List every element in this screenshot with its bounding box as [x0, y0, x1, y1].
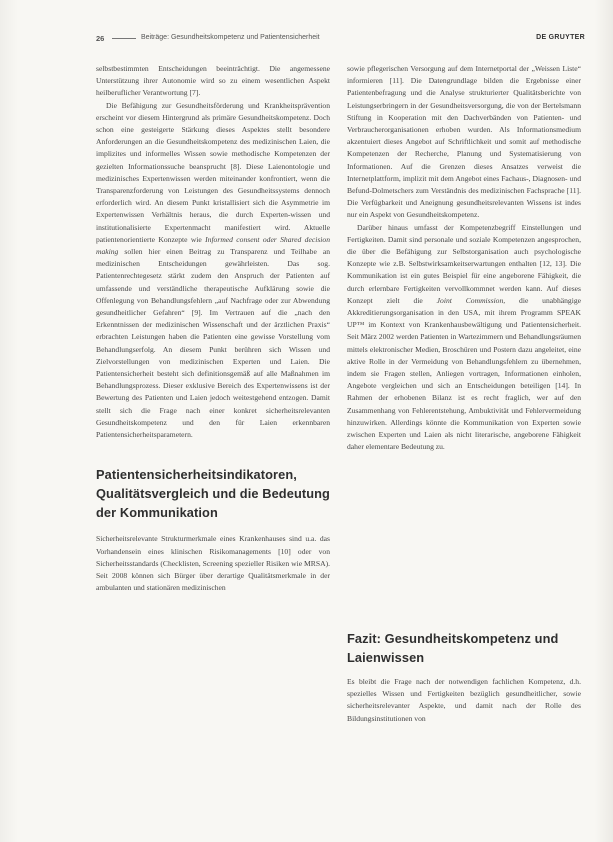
section-heading-conclusion: Fazit: Gesundheitskompetenz und Laienwissen [347, 631, 559, 665]
page-number: 26 [96, 34, 105, 43]
right-paragraph-2 [347, 222, 581, 454]
right-paragraph-3: Es bleibt die Frage nach der notwendigen fachlichen Kompetenz, d.h. spezielles Wissen und Fertigkeiten bezüglich gesundheitlicher, sowie sicherheitsrelevanter Aspekte, und damit nach der Rolle des Bildungsinstitutionen von [347, 677, 581, 723]
left-paragraph-2 [96, 100, 330, 442]
conclusion-section [347, 629, 581, 725]
right-paragraph-2-continued: die unabhängige Akkreditierungsorganisation in den USA, mit ihrem Programm SPEAK UP™ im Kontext von Krankenhausbewältigung und Patientensicherheit. Seit März 2002 werden Patienten in Wartezimmern und Behandlungsräumen mittels elektronischer Medien, Broschüren und Postern dazu angeleitet, eine aktive Rolle in der Vermeidung von Behandlungsfehlern zu übernehmen, indem sie Fragen stellen, Anliegen vortragen, Informationen einholen, Angebote vergleichen und sich an Entscheidungen beteiligen [14]. In Rahmen der erhobenen Bilanz ist es recht fraglich, wer auf den Zusammenhang von Fehlerentstehung, Ambuktivität und Fehlervermeidung hinzuwirken. Allerdings könnte die Kommunikation von Experten sowie zwischen Experten und Laien als nicht literarische, angeborene Fähigkeit daher elementare Bedeutung zu. [347, 295, 581, 452]
right-paragraph-2-text: Darüber hinaus umfasst der Kompetenzbegriff Einstellungen und Fertigkeiten. Damit sind personale und soziale Kompetenzen angesprochen, die über die Befähigung zur Selbstorganisation auch psychologische Konzepte wie z.B. Selbstwirksamkeitserwartungen enthalten [12, 13]. Die Kommunikation ist ein gutes Beispiel für eine angeborene Fähigkeit, die durch erlernbare Fertigkeiten vervollkommnet werden kann. Auf dieses Konzept zielt die [347, 222, 581, 305]
left-paragraph-3: Sicherheitsrelevante Strukturmerkmale eines Krankenhauses sind u.a. das Vorhandensein eines klinischen Risikomanagements [10] oder von Sicherheitsstandards (Checklisten, Screening spezieller Risiken wie MRSA). Seit 2008 können sich Bürger über derartige Qualitätsmerkmale in der ambulanten und stationären medizinischen [96, 534, 330, 593]
section-heading-indicators: Patientensicherheitsindikatoren, Qualitätsvergleich und die Bedeutung der Kommunikation [96, 467, 330, 521]
left-paragraph-1: selbstbestimmten Entscheidungen beeinträchtigt. Die angemessene Unterstützung ihrer Autonomie wird so zu einem wesentlichen Aspekt heilberuflicher Verantwortung [7]. [96, 64, 330, 98]
right-paragraph-2-italic: Joint Commission, [436, 295, 506, 305]
header-rule [112, 38, 136, 39]
right-column [347, 63, 581, 723]
running-title: Beiträge: Gesundheitskompetenz und Patientensicherheit [141, 34, 320, 41]
running-header [96, 34, 585, 46]
right-paragraph-1: sowie pflegerischen Versorgung auf dem Internetportal der „Weissen Liste“ informieren [11]. Die Datengrundlage bilden die Ergebnisse einer Patientenbefragung und die Analyse strukturierter Qualitätsberichte von Leistungserbringern in der Gesundheitsversorgung, die von der Bertelsmann Stiftung in Kooperation mit den Dachverbänden von Patienten- und Verbraucherorganisationen erhoben wurden. Als Informationsmedium akzentuiert dieses Angebot auf Schriftlichkeit und somit auf methodische Kompetenzen der Recherche, Planung und Systematisierung von Informationen. Auf die Grenzen dieses Ansatzes verweist die Internetplattform, implizit mit dem Angebot eines Fachaus-, Diagnosen- und Befund-Dolmetschers zum Verständnis des medizinischen Fachsprache [11]. Die Verfügbarkeit und Aneignung gesundheitsrelevanten Wissens ist indes nur ein Aspekt von Gesundheitskompetenz. [347, 64, 581, 220]
left-paragraph-2-italic: Informed consent oder Shared decision making [96, 234, 330, 257]
left-paragraph-2-text: Die Befähigung zur Gesundheitsförderung und Krankheitsprävention erscheint vor diesem Hintergrund als primäre Gesundheitskompetenz. Doch schon eine gesteigerte Stärkung dieses Aspektes stellt besondere Anforderungen an die Gesundheitskompetenz des medizinischen Laien, die implizites und informelles Wissen sowie methodische Kompetenzen der gezielten Informationssuche beansprucht [8]. Diese Laienontologie und medizinisches Expertenwissen werden miteinander konfrontiert, wenn die Transparenzforderung von Leistungen des Gesundheitssystems dennoch erforderlich wird. An diesem Punkt kristallisiert sich die Asymmetrie im Expertenwissen Verhältnis heraus, die durch Experten-wissen und institutionalisierte Expertenmacht manifestiert wird. Aktuelle patientenorientierte Konzepte wie [96, 100, 330, 244]
left-column [96, 63, 330, 594]
left-paragraph-2-continued: sollen hier einen Beitrag zu Transparenz und Teilhabe an medizinischen Entscheidungen gewährleisten. Das sog. Patientenrechtegesetz stärkt zudem den Anspruch der Patienten auf umfassende und verständliche therapeutische Aufklärung sowie die Offenlegung von Behandlungsfehlern „auf Nachfrage oder zur Abwendung gesundheitlicher Gefahren“ [9]. Im Vertrauen auf die „nach den Erkenntnissen der medizinischen Wissenschaft und der ärztlichen Praxis“ erbrachten Leistungen haben die Patienten eine gewisse Vorstellung vom Behandlungserfolg. An diesem Punkt berühren sich Wissen und Zielvorstellungen von medizinischen Experten und Laien. Die Patientensicherheit besteht sich definitionsgemäß auf alle Maßnahmen im Behandlungsprozess. Dieser exklusive Bereich des Expertenwissens ist der Bewertung des Patienten und Laien jedoch weitestgehend entzogen. Damit stellt sich die Frage nach einer konkret sicherheitsrelevanten Gesundheitskompetenz und den für Laien erkennbaren Patientensicherheitsparametern. [96, 247, 331, 440]
publisher-name: DE GRUYTER [536, 34, 585, 41]
